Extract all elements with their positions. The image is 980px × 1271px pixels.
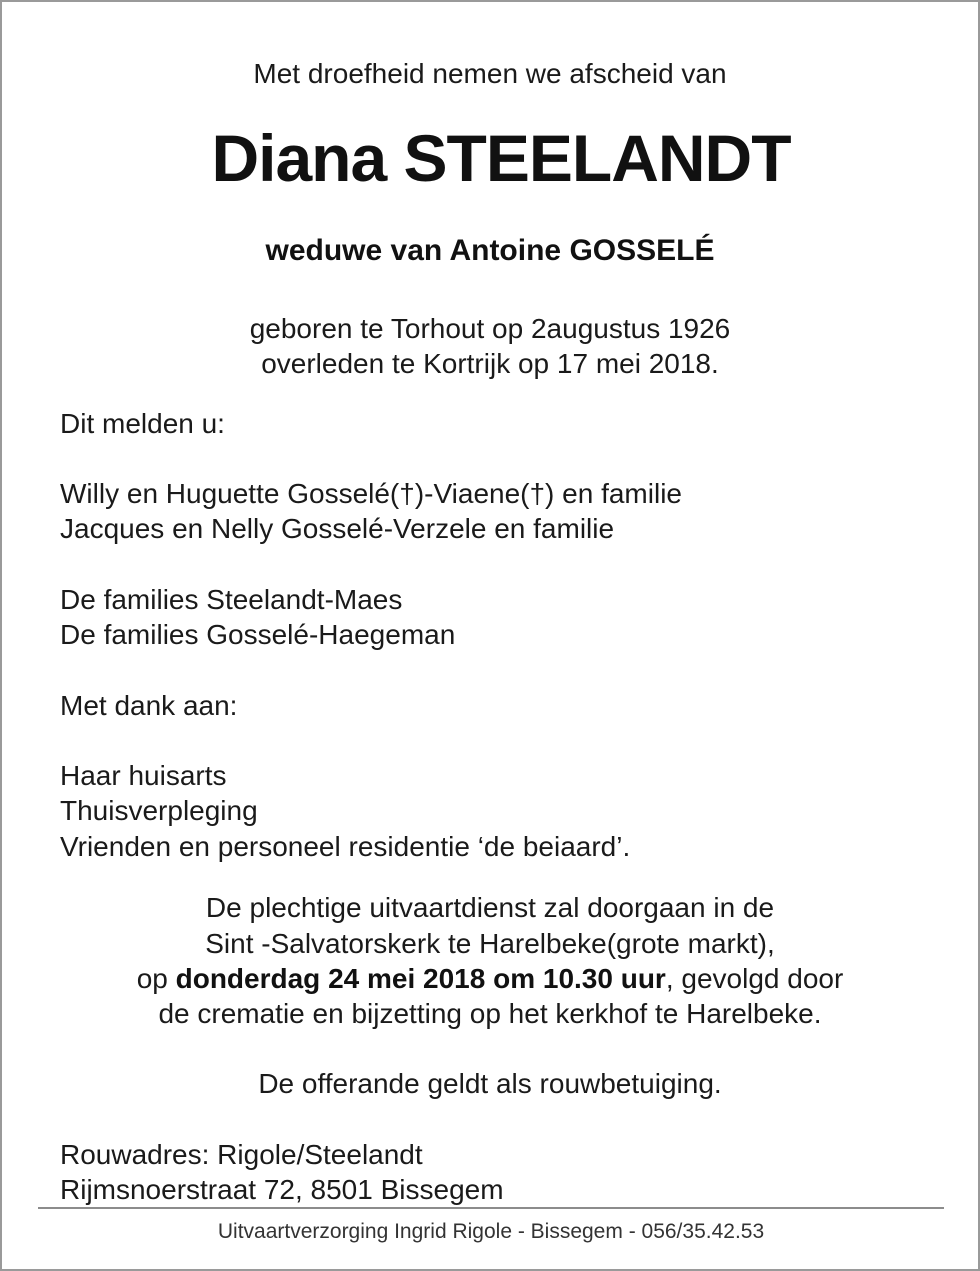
service-date-line [2, 961, 978, 996]
family-line: Jacques en Nelly Gosselé-Verzele en familie [60, 513, 615, 544]
offering-note: De offerande geldt als rouwbetuiging. [258, 1068, 722, 1099]
mourning-street: Rijmsnoerstraat 72, 8501 Bissegem [60, 1174, 504, 1205]
service-datetime: donderdag 24 mei 2018 om 10.30 uur [175, 963, 666, 994]
announcers-heading: Dit melden u: [60, 408, 225, 439]
thanks-heading: Met dank aan: [60, 690, 238, 721]
widow-of: weduwe van Antoine GOSSELÉ [265, 234, 715, 267]
deceased-name: Diana STEELANDT [211, 121, 791, 195]
thanks-line: Thuisverpleging [60, 795, 258, 826]
service-line: De plechtige uitvaartdienst zal doorgaan in de [205, 892, 775, 923]
family-line: De families Steelandt-Maes [60, 584, 403, 615]
service-prefix: op [136, 963, 176, 994]
family-line: Willy en Huguette Gosselé(†)-Viaene(†) en familie [60, 478, 682, 509]
service-line: de crematie en bijzetting op het kerkhof te Harelbeke. [158, 998, 822, 1029]
intro-text: Met droefheid nemen we afscheid van [253, 58, 727, 89]
mourning-address: Rouwadres: Rigole/Steelandt [60, 1139, 423, 1170]
service-suffix: , gevolgd door [665, 963, 844, 994]
thanks-line: Haar huisarts [60, 760, 227, 791]
death-line: overleden te Kortrijk op 17 mei 2018. [261, 348, 719, 379]
family-line: De families Gosselé-Haegeman [60, 619, 456, 650]
funeral-home-footer: Uitvaartverzorging Ingrid Rigole - Bissegem - 056/35.42.53 [217, 1220, 765, 1243]
birth-line: geboren te Torhout op 2augustus 1926 [249, 313, 731, 344]
footer-divider [38, 1207, 944, 1209]
service-line: Sint -Salvatorskerk te Harelbeke(grote markt), [205, 928, 775, 959]
thanks-line: Vrienden en personeel residentie ‘de beiaard’. [60, 831, 631, 862]
